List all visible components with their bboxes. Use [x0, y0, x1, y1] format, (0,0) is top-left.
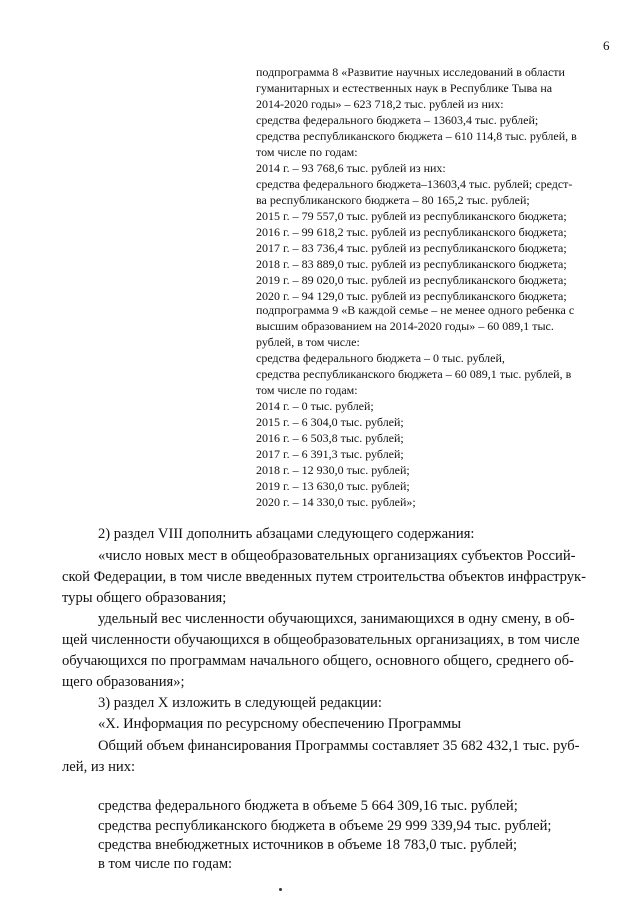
- subprogram-8-line: средства республиканского бюджета – 610 114,8 тыс. рублей, в: [256, 129, 577, 143]
- subprogram-9-line: рублей, в том числе:: [256, 335, 360, 349]
- body-paragraph-line: «число новых мест в общеобразовательных организациях субъектов Россий-: [98, 548, 576, 564]
- subprogram-9-line: средства республиканского бюджета – 60 089,1 тыс. рублей, в: [256, 367, 572, 381]
- body-paragraph-line: удельный вес численности обучающихся, занимающихся в одну смену, в об-: [98, 611, 575, 627]
- subprogram-9-line: 2017 г. – 6 391,3 тыс. рублей;: [256, 447, 404, 461]
- scan-speck: [279, 888, 282, 891]
- page-number: 6: [603, 38, 610, 53]
- subprogram-8-line: гуманитарных и естественных наук в Республике Тыва на: [256, 81, 553, 95]
- subprogram-8-line: 2015 г. – 79 557,0 тыс. рублей из республиканского бюджета;: [256, 209, 567, 223]
- subprogram-8-line: 2017 г. – 83 736,4 тыс. рублей из республиканского бюджета;: [256, 241, 567, 255]
- subprogram-8-line: средства федерального бюджета – 13603,4 тыс. рублей;: [256, 113, 539, 127]
- body-paragraph-line: ской Федерации, в том числе введенных путем строительства объектов инфраструк-: [62, 569, 587, 585]
- subprogram-8-line: средства федерального бюджета–13603,4 тыс. рублей; средст-: [256, 177, 573, 191]
- body-paragraph-line: щего образования»;: [62, 674, 185, 690]
- subprogram-8-line: 2020 г. – 94 129,0 тыс. рублей из республиканского бюджета;: [256, 289, 567, 303]
- subprogram-8-line: ва республиканского бюджета – 80 165,2 тыс. рублей;: [256, 193, 530, 207]
- subprogram-9-line: средства федерального бюджета – 0 тыс. рублей,: [256, 351, 505, 365]
- subprogram-8-line: 2018 г. – 83 889,0 тыс. рублей из республиканского бюджета;: [256, 257, 567, 271]
- subprogram-9-line: высшим образованием на 2014-2020 годы» – 60 089,1 тыс.: [256, 319, 554, 333]
- subprogram-9-line: 2015 г. – 6 304,0 тыс. рублей;: [256, 415, 404, 429]
- subprogram-8-line: 2014-2020 годы» – 623 718,2 тыс. рублей из них:: [256, 97, 504, 111]
- body-paragraph-line: лей, из них:: [62, 759, 136, 775]
- funding-line: средства федерального бюджета в объеме 5 664 309,16 тыс. рублей;: [98, 798, 518, 814]
- body-paragraph-line: щей численности обучающихся в общеобразовательных организациях, в том числе: [62, 632, 580, 648]
- funding-line: средства внебюджетных источников в объеме 18 783,0 тыс. рублей;: [98, 837, 518, 853]
- subprogram-9-line: 2019 г. – 13 630,0 тыс. рублей;: [256, 479, 410, 493]
- subprogram-8-line: 2014 г. – 93 768,6 тыс. рублей из них:: [256, 161, 446, 175]
- subprogram-9-line: 2016 г. – 6 503,8 тыс. рублей;: [256, 431, 404, 445]
- subprogram-8-line: подпрограмма 8 «Развитие научных исследований в области: [256, 65, 565, 79]
- subprogram-9-line: 2020 г. – 14 330,0 тыс. рублей»;: [256, 495, 416, 509]
- body-paragraph-line: 3) раздел X изложить в следующей редакции:: [98, 695, 382, 711]
- body-paragraph-line: обучающихся по программам начального общего, основного общего, среднего об-: [62, 653, 574, 669]
- subprogram-9-line: 2018 г. – 12 930,0 тыс. рублей;: [256, 463, 410, 477]
- body-paragraph-line: 2) раздел VIII дополнить абзацами следующего содержания:: [98, 526, 475, 542]
- body-paragraph-line: Общий объем финансирования Программы составляет 35 682 432,1 тыс. руб-: [98, 738, 580, 754]
- section-heading: «X. Информация по ресурсному обеспечению Программы: [98, 716, 462, 732]
- funding-line: средства республиканского бюджета в объеме 29 999 339,94 тыс. рублей;: [98, 818, 552, 834]
- subprogram-8-line: 2019 г. – 89 020,0 тыс. рублей из республиканского бюджета;: [256, 273, 567, 287]
- subprogram-9-line: том числе по годам:: [256, 383, 358, 397]
- funding-line: в том числе по годам:: [98, 856, 233, 872]
- subprogram-8-line: том числе по годам:: [256, 145, 358, 159]
- subprogram-8-line: 2016 г. – 99 618,2 тыс. рублей из республиканского бюджета;: [256, 225, 567, 239]
- subprogram-9-line: подпрограмма 9 «В каждой семье – не менее одного ребенка с: [256, 303, 575, 317]
- subprogram-9-line: 2014 г. – 0 тыс. рублей;: [256, 399, 374, 413]
- body-paragraph-line: туры общего образования;: [62, 590, 227, 606]
